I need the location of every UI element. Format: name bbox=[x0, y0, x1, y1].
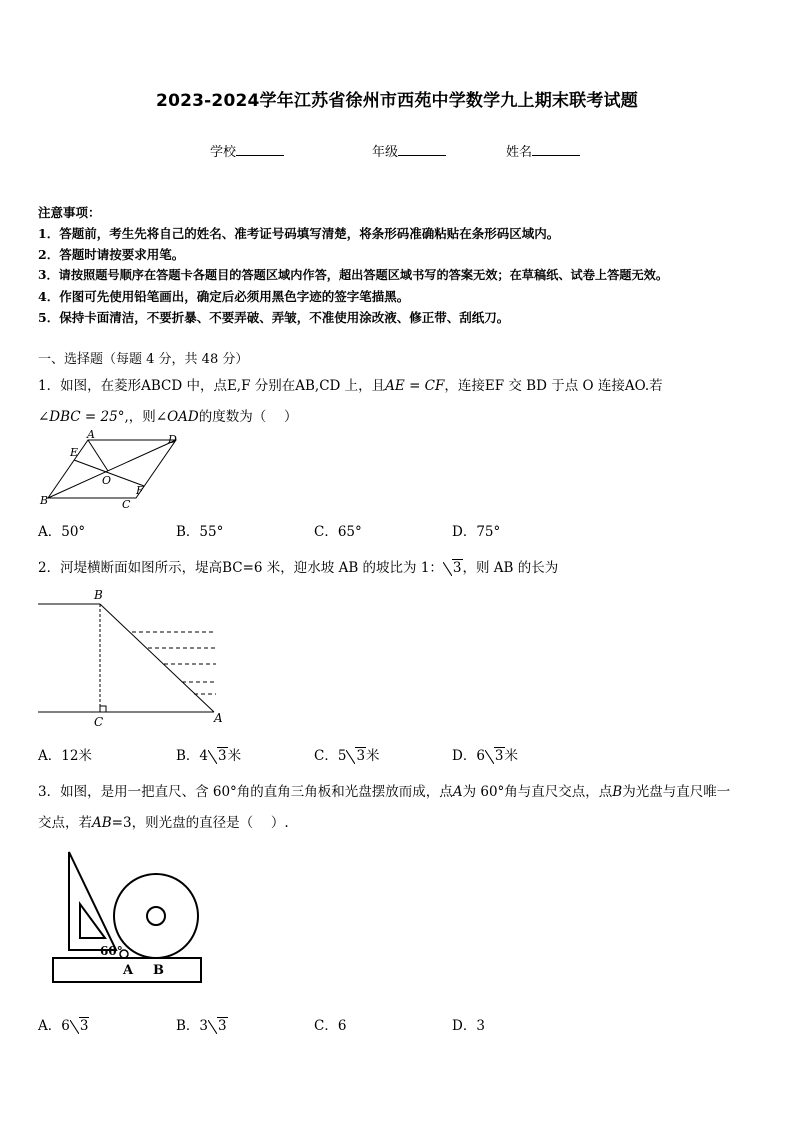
q2-option-d[interactable]: D．6 3米 bbox=[452, 748, 519, 764]
q2-embankment-figure bbox=[36, 586, 236, 732]
label-f: F bbox=[136, 484, 144, 497]
label-c: C bbox=[94, 715, 104, 729]
label-o: O bbox=[102, 474, 112, 487]
label-b: B bbox=[94, 588, 103, 602]
label-a: A bbox=[87, 428, 95, 441]
q1-line1: 1．如图，在菱形ABCD 中，点E,F 分别在AB,CD 上，且AE = CF，连接EF 交 BD 于点 O 连接AO.若 bbox=[38, 378, 663, 394]
note-item: 2．答题时请按要求用笔。 bbox=[38, 247, 185, 262]
name-field[interactable] bbox=[506, 141, 580, 160]
q3-option-c[interactable]: C．6 bbox=[314, 1018, 347, 1034]
note-item: 3．请按照题号顺序在答题卡各题目的答题区域内作答，超出答题区域书写的答案无效；在草稿纸、试卷上答题无效。 bbox=[38, 268, 669, 282]
water-lines bbox=[132, 632, 216, 694]
q3-option-b[interactable]: B．3 3 bbox=[176, 1018, 227, 1034]
q1-option-b[interactable]: B．55° bbox=[176, 524, 224, 540]
slope-ab bbox=[100, 604, 214, 712]
q1-option-a[interactable]: A．50° bbox=[38, 524, 86, 540]
disc-hole bbox=[147, 907, 165, 925]
note-item: 1．答题前，考生先将自己的姓名、准考证号码填写清楚，将条形码准确粘贴在条形码区域内。 bbox=[38, 226, 560, 241]
label-a: A bbox=[123, 963, 134, 978]
q3-option-d[interactable]: D．3 bbox=[452, 1018, 485, 1034]
triangle-outer bbox=[69, 852, 116, 950]
q2-option-b[interactable]: B．4 3米 bbox=[176, 748, 242, 764]
label-e: E bbox=[70, 446, 79, 459]
school-label: 学校 bbox=[210, 145, 237, 160]
disc bbox=[114, 874, 198, 958]
q3-ruler-triangle-disc-figure bbox=[50, 846, 210, 988]
notes-heading: 注意事项： bbox=[38, 205, 101, 220]
section-heading: 一、选择题（每题 4 分，共 48 分） bbox=[38, 352, 249, 367]
name-label: 姓名 bbox=[506, 145, 533, 160]
note-item: 5．保持卡面清洁，不要折暴、不要弄破、弄皱，不准使用涂改液、修正带、刮纸刀。 bbox=[38, 310, 510, 325]
grade-label: 年级 bbox=[372, 145, 399, 160]
school-blank[interactable] bbox=[236, 143, 284, 156]
q3-line2: 交点，若AB=3，则光盘的直径是（ ）. bbox=[38, 815, 289, 831]
label-c: C bbox=[122, 498, 131, 511]
label-60: 60° bbox=[100, 944, 123, 958]
q3-option-a[interactable]: A．6 3 bbox=[38, 1018, 89, 1034]
right-angle-mark bbox=[100, 706, 106, 712]
q1-rhombus-figure bbox=[36, 428, 186, 512]
q3-line1: 3．如图，是用一把直尺、含 60°角的直角三角板和光盘摆放而成，点A为 60°角与直尺交点，点B为光盘与直尺唯一 bbox=[38, 784, 731, 800]
q2-option-c[interactable]: C．5 3米 bbox=[314, 748, 380, 764]
label-b: B bbox=[153, 963, 164, 978]
grade-field[interactable] bbox=[372, 141, 446, 160]
label-d: D bbox=[168, 433, 177, 446]
page-title: 2023-2024学年江苏省徐州市西苑中学数学九上期末联考试题 bbox=[156, 91, 638, 111]
diagonal-bd bbox=[48, 440, 176, 498]
note-item: 4．作图可先使用铅笔画出，确定后必须用黑色字迹的签字笔描黑。 bbox=[38, 289, 410, 304]
q1-line2: ∠DBC = 25°,，则∠OAD的度数为（ ） bbox=[38, 409, 298, 425]
school-field[interactable] bbox=[210, 141, 284, 160]
label-b: B bbox=[40, 494, 49, 507]
q2-text: 2．河堤横断面如图所示，堤高BC=6 米，迎水坡 AB 的坡比为 1： 3，则 AB 的长为 bbox=[38, 560, 559, 576]
q1-option-c[interactable]: C．65° bbox=[314, 524, 362, 540]
q2-option-a[interactable]: A．12米 bbox=[38, 748, 92, 764]
name-blank[interactable] bbox=[532, 143, 580, 156]
label-a: A bbox=[214, 711, 223, 725]
grade-blank[interactable] bbox=[398, 143, 446, 156]
q1-option-d[interactable]: D．75° bbox=[452, 524, 501, 540]
